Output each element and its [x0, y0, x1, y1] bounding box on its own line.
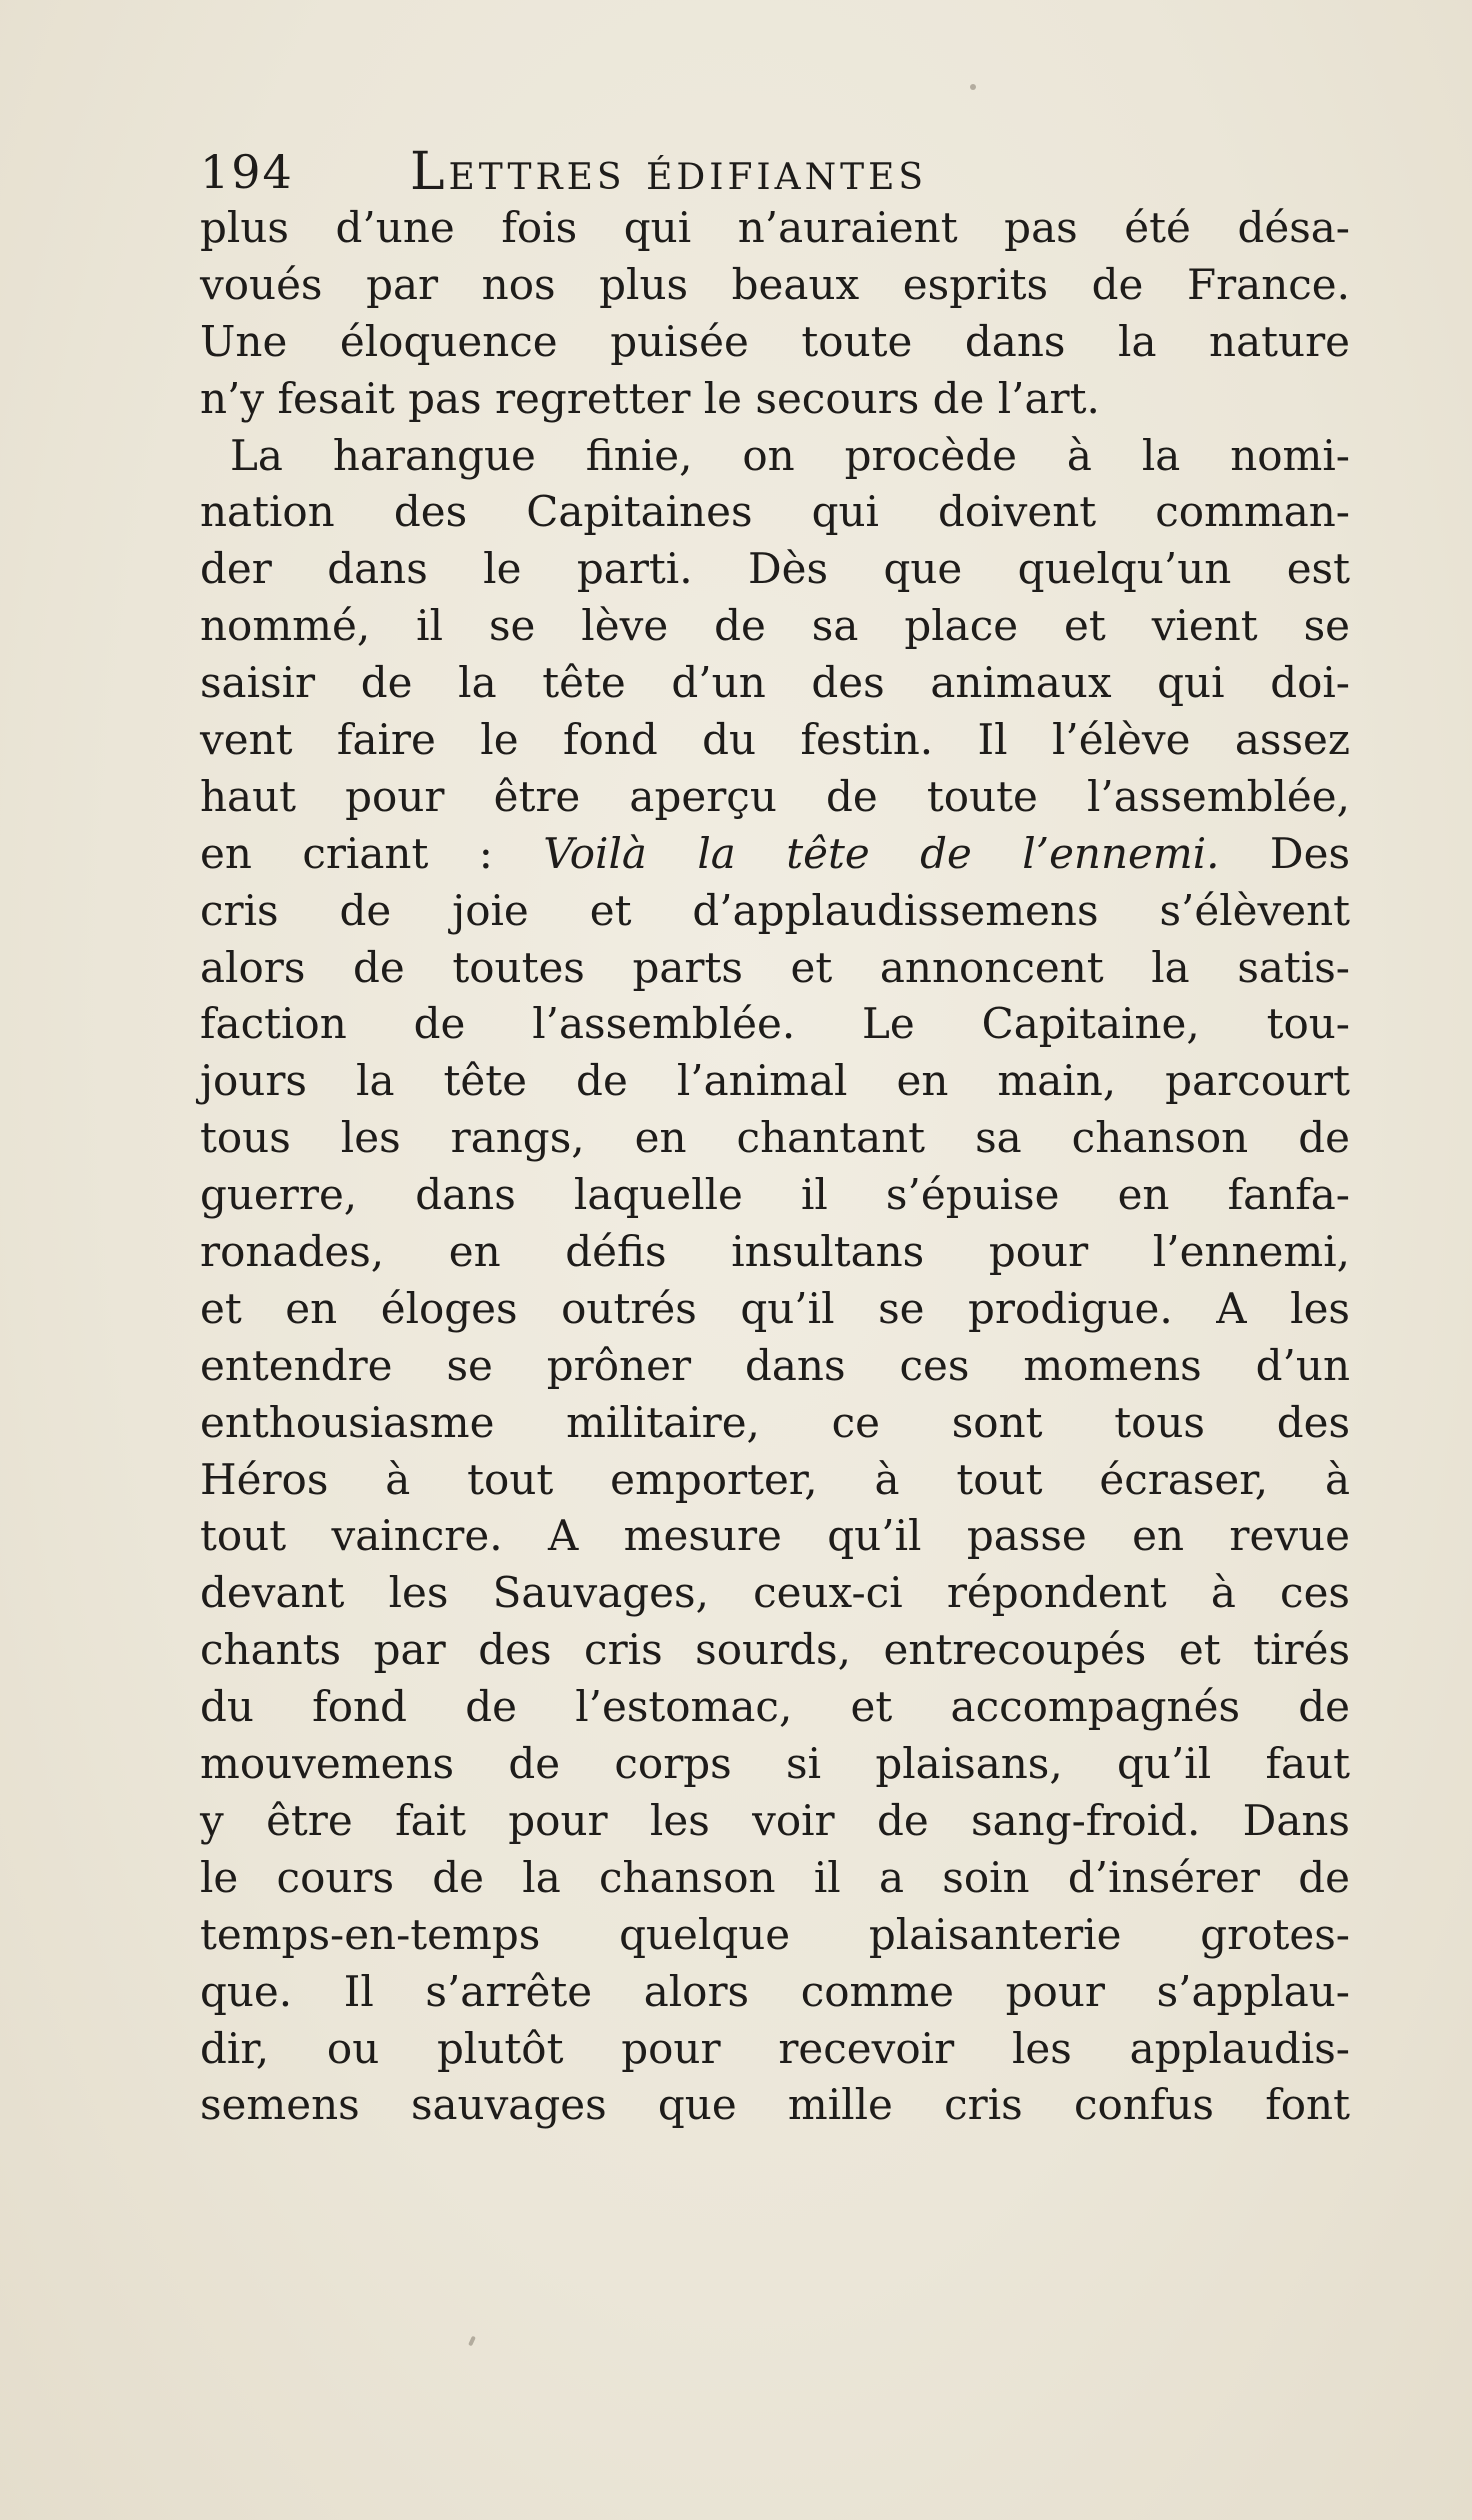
text-line: tous les rangs, en chantant sa chanson de — [200, 1113, 1350, 1163]
page-header — [200, 142, 1200, 202]
text-line: jours la tête de l’animal en main, parcourt — [200, 1056, 1350, 1106]
text-line: temps-en-temps quelque plaisanterie grotes- — [200, 1909, 1350, 1959]
text-line: nation des Capitaines qui doivent comman- — [200, 487, 1350, 537]
text-line: entendre se prôner dans ces momens d’un — [200, 1340, 1350, 1390]
text-line: semens sauvages que mille cris confus font — [200, 2080, 1350, 2130]
text-line: voués par nos plus beaux esprits de France. — [200, 259, 1350, 309]
text-line: Une éloquence puisée toute dans la nature — [200, 316, 1350, 366]
italic-quote: Voilà la tête de l’ennemi. — [543, 828, 1220, 878]
text-line-with-quote — [200, 826, 1350, 883]
text-line: saisir de la tête d’un des animaux qui doi- — [200, 658, 1350, 708]
text-line: nommé, il se lève de sa place et vient se — [200, 601, 1350, 651]
text-line: ronades, en défis insultans pour l’ennemi, — [200, 1227, 1350, 1277]
text-line: chants par des cris sourds, entrecoupés et tirés — [200, 1625, 1350, 1675]
text-line: tout vaincre. A mesure qu’il passe en revue — [200, 1511, 1350, 1561]
text-line: le cours de la chanson il a soin d’insérer de — [200, 1852, 1350, 1902]
text-line: haut pour être aperçu de toute l’assemblée, — [200, 771, 1350, 821]
text-line: faction de l’assemblée. Le Capitaine, tou- — [200, 999, 1350, 1049]
text-line: der dans le parti. Dès que quelqu’un est — [200, 544, 1350, 594]
running-title: Lettres édifiantes — [410, 142, 928, 202]
text-line: n’y fesait pas regretter le secours de l’art. — [200, 373, 1100, 423]
text-line: guerre, dans laquelle il s’épuise en fanfa- — [200, 1170, 1350, 1220]
text-line: du fond de l’estomac, et accompagnés de — [200, 1682, 1350, 1732]
paper-speck — [468, 2336, 476, 2347]
paper-speck — [970, 84, 976, 90]
text-segment: Des — [1219, 828, 1350, 878]
text-line: La harangue finie, on procède à la nomi- — [230, 430, 1350, 480]
text-line: devant les Sauvages, ceux-ci répondent à ces — [200, 1568, 1350, 1618]
text-line: Héros à tout emporter, à tout écraser, à — [200, 1454, 1350, 1504]
text-line: vent faire le fond du festin. Il l’élève assez — [200, 715, 1350, 765]
body-text — [200, 200, 1350, 2134]
text-line: dir, ou plutôt pour recevoir les applaudis- — [200, 2023, 1350, 2073]
text-line: que. Il s’arrête alors comme pour s’applau- — [200, 1966, 1350, 2016]
text-line: et en éloges outrés qu’il se prodigue. A les — [200, 1283, 1350, 1333]
text-segment: en criant : — [200, 828, 544, 878]
text-line: y être fait pour les voir de sang-froid. Dans — [200, 1795, 1350, 1845]
text-line: alors de toutes parts et annoncent la satis- — [200, 942, 1350, 992]
text-line: cris de joie et d’applaudissemens s’élèvent — [200, 885, 1350, 935]
text-line: enthousiasme militaire, ce sont tous des — [200, 1397, 1350, 1447]
text-line: plus d’une fois qui n’auraient pas été désa- — [200, 203, 1350, 252]
page-number: 194 — [200, 145, 294, 199]
text-line: mouvemens de corps si plaisans, qu’il faut — [200, 1739, 1350, 1789]
